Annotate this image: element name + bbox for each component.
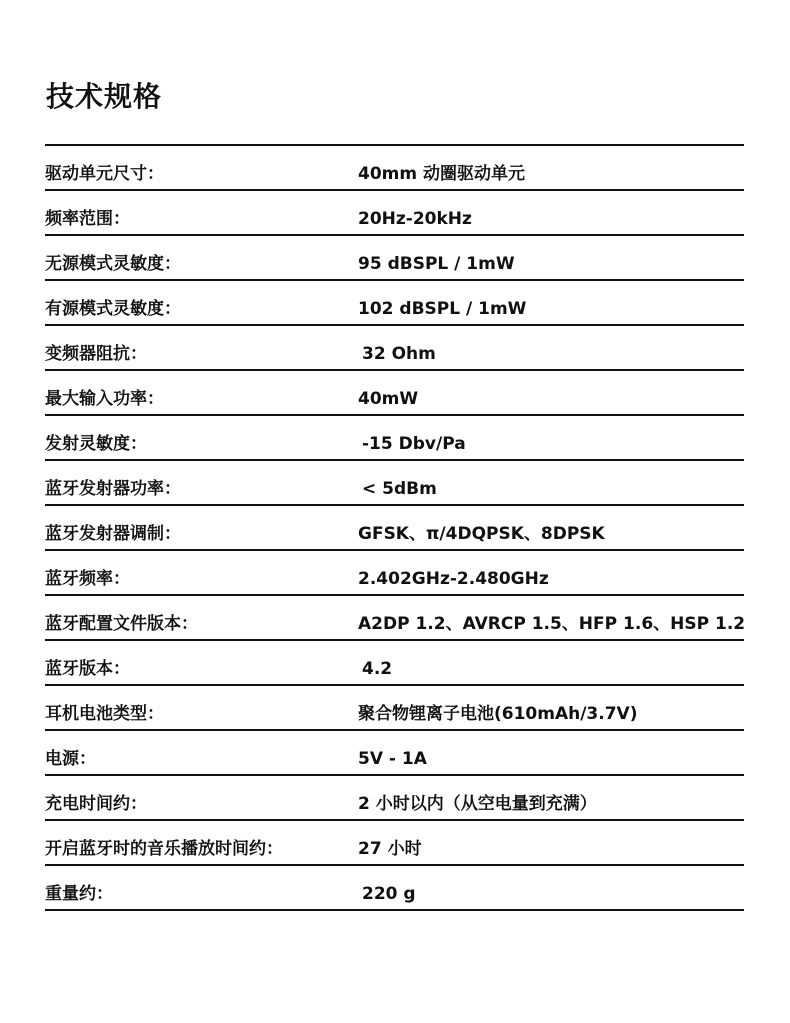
spec-label: 变频器阻抗： [45,344,147,364]
spec-value: 2 小时以内（从空电量到充满） [358,794,597,814]
spec-value: 102 dBSPL / 1mW [358,299,527,319]
table-row [45,866,744,911]
spec-label: 最大输入功率： [45,389,164,409]
spec-value: 5V - 1A [358,749,427,769]
page-title: 技术规格 [46,80,163,113]
spec-label: 蓝牙发射器功率： [45,479,181,499]
table-row [45,236,744,281]
spec-label: 耳机电池类型： [45,704,164,724]
spec-value: 4.2 [362,659,393,679]
table-row [45,551,744,596]
spec-label: 蓝牙配置文件版本： [45,614,198,634]
spec-value: 2.402GHz-2.480GHz [358,569,549,589]
spec-label: 重量约： [45,884,113,904]
spec-value: A2DP 1.2、AVRCP 1.5、HFP 1.6、HSP 1.2 [358,614,746,634]
spec-value: 220 g [362,884,416,904]
spec-value: 聚合物锂离子电池(610mAh/3.7V) [358,704,638,724]
spec-label: 电源： [45,749,96,769]
spec-label: 蓝牙发射器调制： [45,524,181,544]
spec-value: 95 dBSPL / 1mW [358,254,515,274]
spec-value: GFSK、π/4DQPSK、8DPSK [358,524,605,544]
spec-value: 40mW [358,389,419,409]
spec-value: 40mm 动圈驱动单元 [358,164,526,184]
table-row [45,326,744,371]
table-row [45,371,744,416]
spec-label: 无源模式灵敏度： [45,254,181,274]
spec-value: 20Hz-20kHz [358,209,472,229]
table-row [45,416,744,461]
table-row [45,731,744,776]
table-row [45,281,744,326]
spec-value: < 5dBm [362,479,437,499]
spec-label: 驱动单元尺寸： [45,164,164,184]
table-row [45,461,744,506]
table-row [45,506,744,551]
table-row [45,821,744,866]
spec-value: 27 小时 [358,839,422,859]
spec-label: 频率范围： [45,209,130,229]
spec-label: 充电时间约： [45,794,147,814]
spec-table [45,144,744,911]
table-row [45,191,744,236]
spec-value: 32 Ohm [362,344,436,364]
spec-label: 开启蓝牙时的音乐播放时间约： [45,839,283,859]
spec-label: 蓝牙版本： [45,659,130,679]
table-row [45,776,744,821]
spec-label: 有源模式灵敏度： [45,299,181,319]
spec-label: 蓝牙频率： [45,569,130,589]
table-row [45,641,744,686]
spec-label: 发射灵敏度： [45,434,147,454]
table-row [45,596,744,641]
table-row [45,686,744,731]
spec-value: -15 Dbv/Pa [362,434,466,454]
table-row [45,146,744,191]
